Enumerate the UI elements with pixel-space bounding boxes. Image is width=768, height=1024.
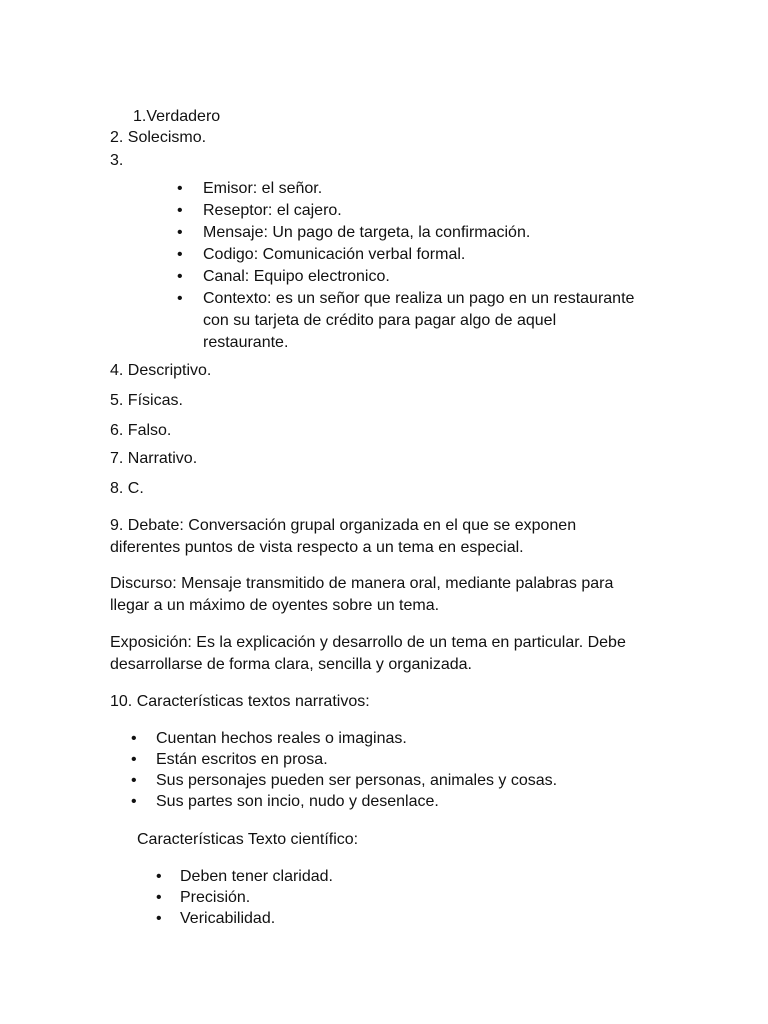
bullet-icon: • bbox=[177, 202, 183, 219]
list-item: Están escritos en prosa. bbox=[156, 751, 328, 768]
list-item-continuation: restaurante. bbox=[203, 334, 289, 351]
bullet-icon: • bbox=[156, 910, 162, 927]
list-item: Precisión. bbox=[180, 889, 251, 906]
discurso-line: Discurso: Mensaje transmitido de manera oral, mediante palabras para bbox=[110, 575, 614, 592]
bullet-icon: • bbox=[156, 868, 162, 885]
bullet-icon: • bbox=[177, 224, 183, 241]
bullet-icon: • bbox=[131, 751, 137, 768]
answer-6: 6. Falso. bbox=[110, 422, 172, 439]
scientific-heading: Características Texto científico: bbox=[137, 831, 359, 848]
list-item: Reseptor: el cajero. bbox=[203, 202, 342, 219]
list-item: Contexto: es un señor que realiza un pago en un restaurante bbox=[203, 290, 635, 307]
exposicion-line: Exposición: Es la explicación y desarrollo de un tema en particular. Debe bbox=[110, 634, 626, 651]
answer-5: 5. Físicas. bbox=[110, 392, 183, 409]
list-item: Cuentan hechos reales o imaginas. bbox=[156, 730, 407, 747]
bullet-icon: • bbox=[156, 889, 162, 906]
exposicion-line: desarrollarse de forma clara, sencilla y organizada. bbox=[110, 656, 472, 673]
bullet-icon: • bbox=[131, 730, 137, 747]
list-item-continuation: con su tarjeta de crédito para pagar algo de aquel bbox=[203, 312, 557, 329]
list-item: Codigo: Comunicación verbal formal. bbox=[203, 246, 466, 263]
list-item: Sus partes son incio, nudo y desenlace. bbox=[156, 793, 439, 810]
answer-8: 8. C. bbox=[110, 480, 144, 497]
bullet-icon: • bbox=[177, 180, 183, 197]
list-item: Vericabilidad. bbox=[180, 910, 276, 927]
bullet-icon: • bbox=[177, 268, 183, 285]
answer-9-line: 9. Debate: Conversación grupal organizada en el que se exponen bbox=[110, 517, 577, 534]
list-item: Emisor: el señor. bbox=[203, 180, 323, 197]
list-item: Mensaje: Un pago de targeta, la confirmación. bbox=[203, 224, 531, 241]
answer-3-label: 3. bbox=[110, 152, 124, 169]
bullet-icon: • bbox=[177, 246, 183, 263]
answer-1: 1.Verdadero bbox=[133, 108, 221, 125]
answer-2: 2. Solecismo. bbox=[110, 129, 207, 146]
bullet-icon: • bbox=[131, 772, 137, 789]
bullet-icon: • bbox=[177, 290, 183, 307]
discurso-line: llegar a un máximo de oyentes sobre un tema. bbox=[110, 597, 440, 614]
list-item: Sus personajes pueden ser personas, animales y cosas. bbox=[156, 772, 558, 789]
list-item: Canal: Equipo electronico. bbox=[203, 268, 390, 285]
answer-10-heading: 10. Características textos narrativos: bbox=[110, 693, 370, 710]
bullet-icon: • bbox=[131, 793, 137, 810]
answer-7: 7. Narrativo. bbox=[110, 450, 198, 467]
list-item: Deben tener claridad. bbox=[180, 868, 333, 885]
answer-9-line: diferentes puntos de vista respecto a un tema en especial. bbox=[110, 539, 524, 556]
answer-4: 4. Descriptivo. bbox=[110, 362, 212, 379]
